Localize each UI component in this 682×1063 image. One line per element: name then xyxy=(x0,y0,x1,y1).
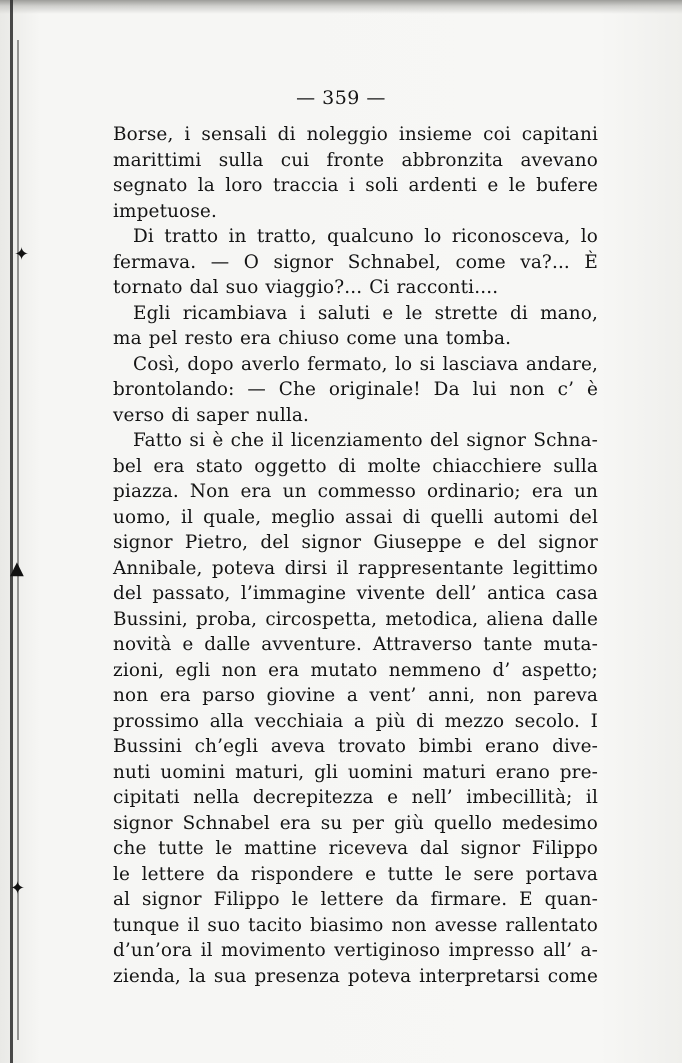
text-line: novità e dalle avventure. Attraverso tante muta- xyxy=(113,634,598,655)
text-line: non era parso giovine a vent’ anni, non pareva xyxy=(113,685,598,706)
binding-mark: ✦ xyxy=(14,244,30,265)
text-line: Di tratto in tratto, qualcuno lo riconosceva, lo xyxy=(133,226,598,247)
text-line: tunque il suo tacito biasimo non avesse rallentato xyxy=(113,914,598,936)
top-scan-shadow xyxy=(0,0,682,14)
text-line: bel era stato oggetto di molte chiacchiere sulla xyxy=(113,455,598,477)
text-line: nuti uomini maturi, gli uomini maturi erano pre- xyxy=(113,761,598,783)
text-line: Borse, i sensali di noleggio insieme coi capitani xyxy=(113,124,598,145)
text-line: prossimo alla vecchiaia a più di mezzo secolo. I xyxy=(113,710,598,732)
text-line: marittimi sulla cui fronte abbronzita avevano xyxy=(113,149,598,171)
text-line: impetuose. xyxy=(113,200,217,222)
text-line: zioni, egli non era mutato nemmeno d’ aspetto; xyxy=(113,659,598,681)
binding-mark: ✦ xyxy=(10,878,26,899)
binding-line xyxy=(10,0,13,1063)
binding-mark: ▲ xyxy=(10,558,24,579)
text-line: Così, dopo averlo fermato, lo si lasciava andare, xyxy=(133,353,598,375)
text-line: segnato la loro traccia i soli ardenti e le bufere xyxy=(113,175,598,196)
text-line: verso di saper nulla. xyxy=(113,404,310,426)
text-line: tornato dal suo viaggio?... Ci racconti.... xyxy=(113,277,499,298)
text-line: Bussini, proba, circospetta, metodica, aliena dalle xyxy=(113,608,598,630)
text-line: ma pel resto era chiuso come una tomba. xyxy=(113,328,512,349)
text-line: che tutte le mattine riceveva dal signor Filippo xyxy=(113,838,598,859)
text-line: signor Schnabel era su per giù quello medesimo xyxy=(113,812,598,834)
text-line: le lettere da rispondere e tutte le sere portava xyxy=(113,863,598,885)
page-number: — 359 — xyxy=(296,87,386,109)
text-line: Fatto si è che il licenziamento del signor Schna- xyxy=(133,430,598,451)
text-line: Egli ricambiava i saluti e le strette di mano, xyxy=(133,302,598,324)
text-line: Bussini ch’egli aveva trovato bimbi erano dive- xyxy=(113,736,598,757)
text-line: zienda, la sua presenza poteva interpretarsi come xyxy=(113,965,598,987)
binding-edge xyxy=(0,0,30,1063)
body-text xyxy=(113,122,598,989)
text-line: uomo, il quale, meglio assai di quelli automi del xyxy=(113,506,598,528)
text-line: signor Pietro, del signor Giuseppe e del signor xyxy=(113,532,598,553)
text-line: piazza. Non era un commesso ordinario; era un xyxy=(113,481,598,502)
text-line: d’un’ora il movimento vertiginoso impresso all’ a- xyxy=(113,940,598,961)
text-line: al signor Filippo le lettere da firmare. E quan- xyxy=(113,889,598,910)
text-line: fermava. — O signor Schnabel, come va?... È xyxy=(113,251,598,273)
text-line: del passato, l’immagine vivente dell’ antica casa xyxy=(113,583,598,604)
text-line: brontolando: — Che originale! Da lui non c’ è xyxy=(113,379,598,400)
text-line: cipitati nella decrepitezza e nell’ imbecillità; il xyxy=(113,787,598,808)
text-line: Annibale, poteva dirsi il rappresentante legittimo xyxy=(113,557,598,579)
